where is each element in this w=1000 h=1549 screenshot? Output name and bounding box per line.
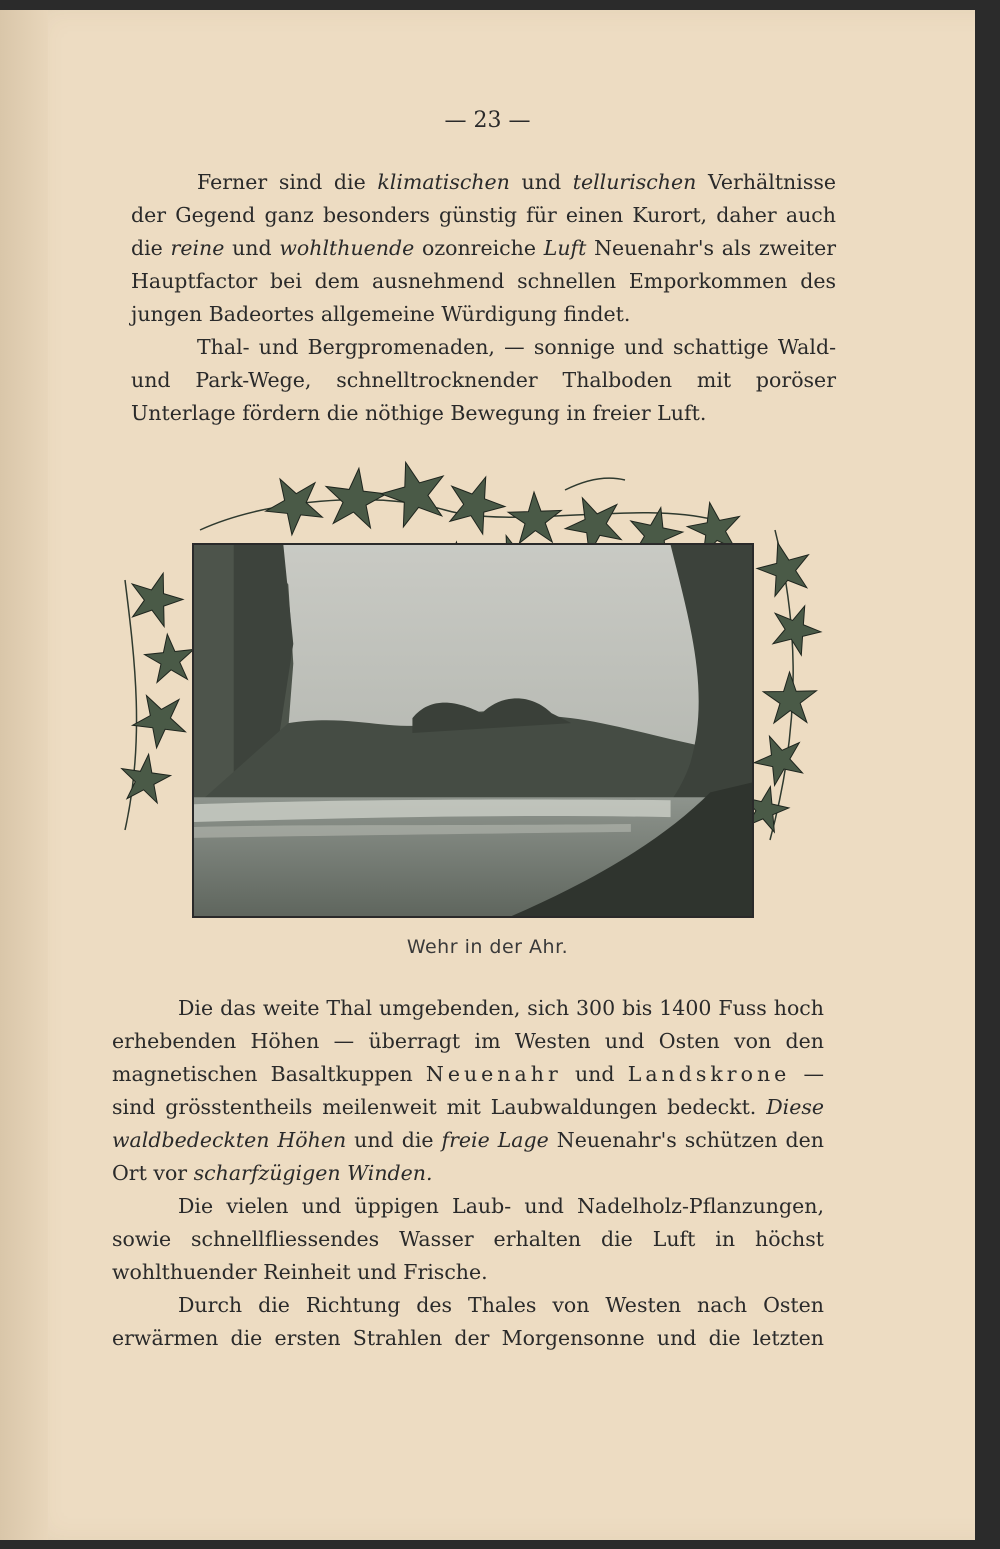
text-segment: scharfzügigen Winden. bbox=[193, 1161, 433, 1185]
text-segment: freie Lage bbox=[441, 1128, 549, 1152]
ivy-leaf bbox=[764, 597, 825, 659]
text-segment: Diese waldbedeckten Höhen bbox=[112, 1095, 824, 1152]
page-number: — 23 — bbox=[444, 108, 531, 133]
text-segment: Neuenahr bbox=[425, 1062, 562, 1086]
ivy-leaf bbox=[118, 751, 173, 804]
text-segment: klimatischen bbox=[377, 170, 510, 194]
text-segment: Neuenahr's als zweiter Hauptfactor bei dem ausnehmend schnellen Emporkommen des jungen Badeortes allgemeine Würdigung findet. bbox=[131, 236, 837, 326]
paragraph bbox=[131, 166, 836, 331]
text-segment: und die bbox=[346, 1128, 442, 1152]
ivy-leaf bbox=[440, 467, 513, 538]
book-page bbox=[0, 10, 975, 1540]
ivy-leaf bbox=[322, 465, 389, 530]
text-segment: und bbox=[561, 1062, 628, 1086]
text-block-bottom bbox=[112, 992, 824, 1355]
ivy-leaf bbox=[143, 632, 197, 684]
paragraph bbox=[131, 331, 836, 430]
paragraph bbox=[112, 992, 824, 1190]
text-segment: Ferner sind die bbox=[197, 170, 378, 194]
ivy-leaf bbox=[747, 726, 811, 789]
text-segment: Landskrone bbox=[627, 1062, 791, 1086]
text-segment: Luft bbox=[543, 236, 587, 260]
ivy-leaf bbox=[123, 565, 189, 629]
text-segment: Die vielen und üppigen Laub- und Nadelholz-Pflanzungen, sowie schnellfliessendes Wasser erhalten die Luft in höchst wohlthuender Reinheit und Frische. bbox=[112, 1194, 824, 1284]
ivy-leaf bbox=[123, 683, 194, 753]
river-weir-photograph bbox=[192, 543, 754, 918]
paragraph bbox=[112, 1289, 824, 1355]
text-segment: Verhältnisse der Gegend ganz besonders günstig für einen Kurort, daher auch die bbox=[131, 170, 836, 260]
text-segment: Thal- und Bergpromenaden, — sonnige und schattige Wald- und Park-Wege, schnelltrocknender Thalboden mit poröser Unterlage fördern die nöthige Bewegung in freier Luft. bbox=[131, 335, 836, 425]
text-segment: Neuenahr's schützen den Ort vor bbox=[112, 1128, 824, 1185]
text-segment: tellurischen bbox=[572, 170, 697, 194]
figure-caption: Wehr in der Ahr. bbox=[406, 936, 569, 958]
text-block-top bbox=[131, 166, 836, 430]
ivy-leaf bbox=[507, 491, 562, 544]
ivy-leaf bbox=[763, 672, 817, 724]
text-segment: und bbox=[224, 236, 280, 260]
ivy-leaf bbox=[255, 465, 332, 541]
paragraph bbox=[112, 1190, 824, 1289]
text-segment: und bbox=[509, 170, 573, 194]
page-gutter bbox=[0, 10, 48, 1540]
text-segment: — sind grösstentheils meilenweit mit Laubwaldungen bedeckt. bbox=[112, 1062, 825, 1119]
text-segment: ozonreiche bbox=[414, 236, 544, 260]
text-segment: Durch die Richtung des Thales von Westen nach Osten erwärmen die ersten Strahlen der Morgensonne und die letzten bbox=[112, 1293, 824, 1350]
text-segment: reine bbox=[170, 236, 225, 260]
ivy-leaf bbox=[752, 536, 817, 599]
text-segment: Die das weite Thal umgebenden, sich 300 bis 1400 Fuss hoch erhebenden Höhen — überragt im Westen und Osten von den magnetischen Basaltkuppen bbox=[112, 996, 824, 1086]
ivy-leaf bbox=[375, 460, 454, 530]
text-segment: wohlthuende bbox=[279, 236, 415, 260]
